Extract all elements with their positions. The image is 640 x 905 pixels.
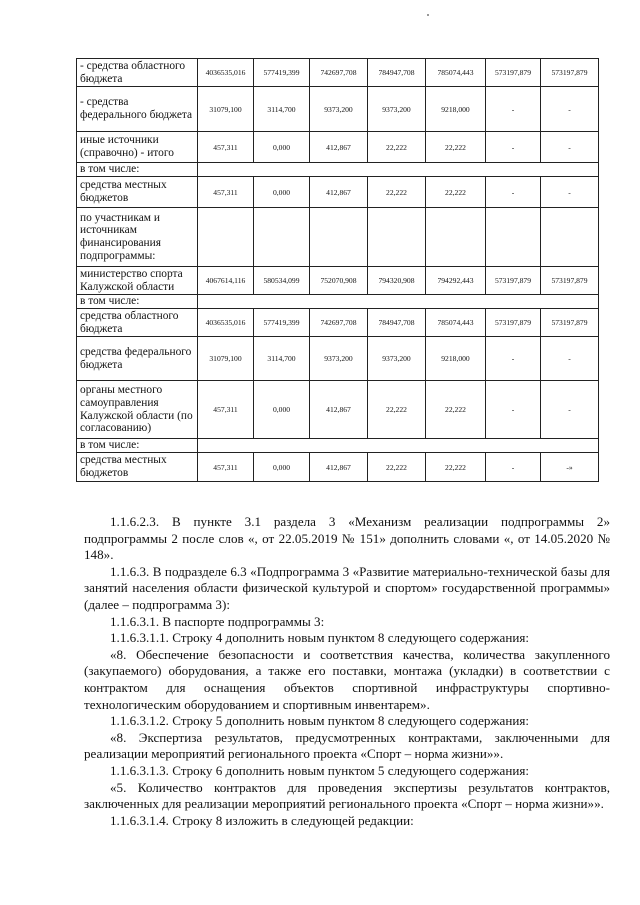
row-label: - средства областного бюджета — [77, 59, 198, 87]
value-cell: 580534,099 — [254, 267, 310, 295]
value-cell: 22,222 — [426, 381, 486, 439]
value-cell: 412,867 — [310, 177, 368, 208]
value-cell: 9373,200 — [310, 87, 368, 132]
value-cell: 742697,708 — [310, 59, 368, 87]
paragraph: «8. Экспертиза результатов, предусмотренных контрактами, заключенными для реализации мероприятий регионального проекта «Спорт – норма жизни»». — [84, 729, 610, 762]
value-cell: 573197,879 — [541, 309, 599, 337]
value-cell: 9218,000 — [426, 337, 486, 381]
row-label: в том числе: — [77, 295, 198, 309]
paragraph: 1.1.6.3.1. В паспорте подпрограммы 3: — [110, 613, 325, 629]
value-cell — [254, 208, 310, 267]
value-cell: 784947,708 — [368, 309, 426, 337]
value-cell: 742697,708 — [310, 309, 368, 337]
value-cell: 9373,200 — [368, 87, 426, 132]
value-cell: 4036535,016 — [198, 59, 254, 87]
row-label: органы местного самоуправления Калужской области (по согласованию) — [77, 381, 198, 439]
value-cell: 22,222 — [368, 177, 426, 208]
financing-table — [76, 58, 599, 482]
value-cell: 573197,879 — [486, 267, 541, 295]
value-cell: 9373,200 — [368, 337, 426, 381]
value-cell: 22,222 — [368, 381, 426, 439]
value-cell: 31079,100 — [198, 87, 254, 132]
value-cell: 457,311 — [198, 381, 254, 439]
value-cell: - — [541, 87, 599, 132]
value-cell: - — [486, 87, 541, 132]
value-cell: 573197,879 — [486, 59, 541, 87]
value-cell: 412,867 — [310, 381, 368, 439]
table-row — [77, 87, 599, 132]
value-cell: 577419,399 — [254, 309, 310, 337]
row-label: средства местных бюджетов — [77, 453, 198, 482]
value-cell: - — [486, 453, 541, 482]
amendment-text — [84, 514, 610, 829]
value-cell: 457,311 — [198, 132, 254, 163]
value-cell: 22,222 — [368, 453, 426, 482]
value-cell — [541, 208, 599, 267]
value-cell: - — [486, 381, 541, 439]
table-row — [77, 295, 599, 309]
value-cell — [198, 208, 254, 267]
table-row — [77, 337, 599, 381]
paragraph: 1.1.6.3.1.1. Строку 4 дополнить новым пунктом 8 следующего содержания: — [110, 630, 529, 646]
value-cell: - — [541, 132, 599, 163]
value-cell: 22,222 — [426, 132, 486, 163]
value-cell: 4067614,116 — [198, 267, 254, 295]
row-label: средства местных бюджетов — [77, 177, 198, 208]
value-cell — [310, 208, 368, 267]
value-cell: 785074,443 — [426, 309, 486, 337]
value-cell: - — [486, 177, 541, 208]
value-cell: -» — [541, 453, 599, 482]
value-cell — [486, 208, 541, 267]
empty-span-cell — [198, 295, 599, 309]
row-label: в том числе: — [77, 439, 198, 453]
value-cell: 3114,700 — [254, 337, 310, 381]
value-cell: 794292,443 — [426, 267, 486, 295]
value-cell: - — [541, 177, 599, 208]
value-cell: 573197,879 — [541, 59, 599, 87]
value-cell — [426, 208, 486, 267]
paragraph: 1.1.6.3. В подразделе 6.3 «Подпрограмма 3 «Развитие материально-технической базы для занятий населения области физической культурой и спортом» государственной программы» (далее – подпрограмма 3): — [84, 563, 610, 612]
table-row — [77, 453, 599, 482]
table-row — [77, 177, 599, 208]
empty-span-cell — [198, 439, 599, 453]
paragraph: 1.1.6.3.1.2. Строку 5 дополнить новым пунктом 8 следующего содержания: — [110, 713, 529, 729]
table-row — [77, 381, 599, 439]
row-label: по участникам и источникам финансирования подпрограммы: — [77, 208, 198, 267]
table-row — [77, 309, 599, 337]
table-row — [77, 132, 599, 163]
row-label: - средства федерального бюджета — [77, 87, 198, 132]
paragraph: «5. Количество контрактов для проведения экспертизы результатов контрактов, заключенных для реализации мероприятий регионального проекта «Спорт – норма жизни»». — [84, 779, 610, 812]
value-cell: 412,867 — [310, 453, 368, 482]
value-cell: 3114,700 — [254, 87, 310, 132]
value-cell: - — [486, 337, 541, 381]
value-cell: 577419,399 — [254, 59, 310, 87]
row-label: иные источники (справочно) - итого — [77, 132, 198, 163]
value-cell: 573197,879 — [486, 309, 541, 337]
paragraph: «8. Обеспечение безопасности и соответствия качества, количества закупленного (закупаемого) оборудования, а также его поставки, монтажа (укладки) в соответствии с контрактом для оснащения объектов спортивной инфраструктуры спортивно-технологическим оборудованием и спортивным инвентарем». — [84, 646, 610, 712]
value-cell: 0,000 — [254, 381, 310, 439]
row-label: в том числе: — [77, 163, 198, 177]
empty-span-cell — [198, 163, 599, 177]
table-row — [77, 439, 599, 453]
table-row — [77, 267, 599, 295]
table-row — [77, 208, 599, 267]
paragraph: 1.1.6.3.1.4. Строку 8 изложить в следующей редакции: — [110, 812, 414, 828]
value-cell: 9373,200 — [310, 337, 368, 381]
value-cell: 4036535,016 — [198, 309, 254, 337]
row-label: средства федерального бюджета — [77, 337, 198, 381]
scan-speck — [427, 14, 429, 16]
value-cell: 0,000 — [254, 177, 310, 208]
value-cell: 785074,443 — [426, 59, 486, 87]
table-row — [77, 163, 599, 177]
value-cell: 9218,000 — [426, 87, 486, 132]
table-row — [77, 59, 599, 87]
value-cell: 31079,100 — [198, 337, 254, 381]
value-cell — [368, 208, 426, 267]
value-cell: 22,222 — [426, 177, 486, 208]
value-cell: 0,000 — [254, 453, 310, 482]
value-cell: 784947,708 — [368, 59, 426, 87]
row-label: министерство спорта Калужской области — [77, 267, 198, 295]
value-cell: - — [486, 132, 541, 163]
paragraph: 1.1.6.2.3. В пункте 3.1 раздела 3 «Механизм реализации подпрограммы 2» подпрограммы 2 после слов «, от 22.05.2019 № 151» дополнить словами «, от 14.05.2020 № 148». — [84, 514, 610, 563]
row-label: средства областного бюджета — [77, 309, 198, 337]
value-cell: 794320,908 — [368, 267, 426, 295]
value-cell: 22,222 — [426, 453, 486, 482]
value-cell: 457,311 — [198, 177, 254, 208]
value-cell: 573197,879 — [541, 267, 599, 295]
value-cell: 0,000 — [254, 132, 310, 163]
value-cell: - — [541, 337, 599, 381]
paragraph: 1.1.6.3.1.3. Строку 6 дополнить новым пунктом 5 следующего содержания: — [110, 762, 529, 778]
value-cell: 22,222 — [368, 132, 426, 163]
value-cell: 412,867 — [310, 132, 368, 163]
value-cell: 752070,908 — [310, 267, 368, 295]
value-cell: - — [541, 381, 599, 439]
value-cell: 457,311 — [198, 453, 254, 482]
